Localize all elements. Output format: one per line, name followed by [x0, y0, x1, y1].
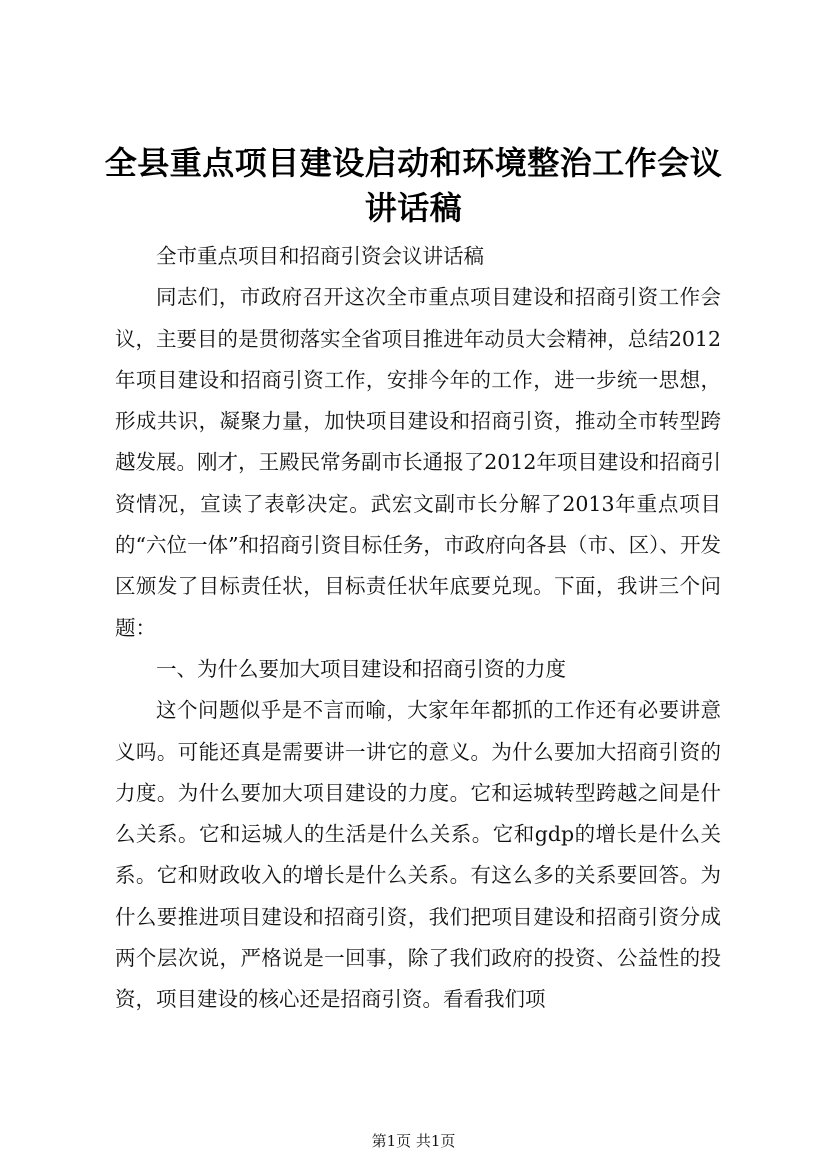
document-title: 全县重点项目建设启动和环境整治工作会议讲话稿	[104, 144, 723, 227]
body-paragraph: 这个问题似乎是不言而喻，大家年年都抓的工作还有必要讲意义吗。可能还真是需要讲一讲它的意义。为什么要加大招商引资的力度。为什么要加大项目建设的力度。它和运城转型跨越之间是什么关系。它和运城人的生活是什么关系。它和gdp的增长是什么关系。它和财政收入的增长是什么关系。有这么多的关系要回答。为什么要推进项目建设和招商引资，我们把项目建设和招商引资分成两个层次说，严格说是一回事，除了我们政府的投资、公益性的投资，项目建设的核心还是招商引资。看看我们项	[115, 698, 721, 1012]
page-number-footer: 第1页 共1页	[371, 1132, 456, 1150]
document-body	[115, 236, 721, 1021]
section-heading: 一、为什么要加大项目建设和招商引资的力度	[156, 656, 566, 681]
body-paragraph: 同志们，市政府召开这次全市重点项目建设和招商引资工作会议，主要目的是贯彻落实全省项目推进年动员大会精神，总结2012年项目建设和招商引资工作，安排今年的工作，进一步统一思想，形成共识，凝聚力量，加快项目建设和招商引资，推动全市转型跨越发展。刚才，王殿民常务副市长通报了2012年项目建设和招商引资情况，宣读了表彰决定。武宏文副市长分解了2013年重点项目的“六位一体”和招商引资目标任务，市政府向各县（市、区）、开发区颁发了目标责任状，目标责任状年底要兑现。下面，我讲三个问题：	[115, 285, 721, 640]
subtitle-paragraph: 全市重点项目和招商引资会议讲话稿	[156, 244, 484, 268]
